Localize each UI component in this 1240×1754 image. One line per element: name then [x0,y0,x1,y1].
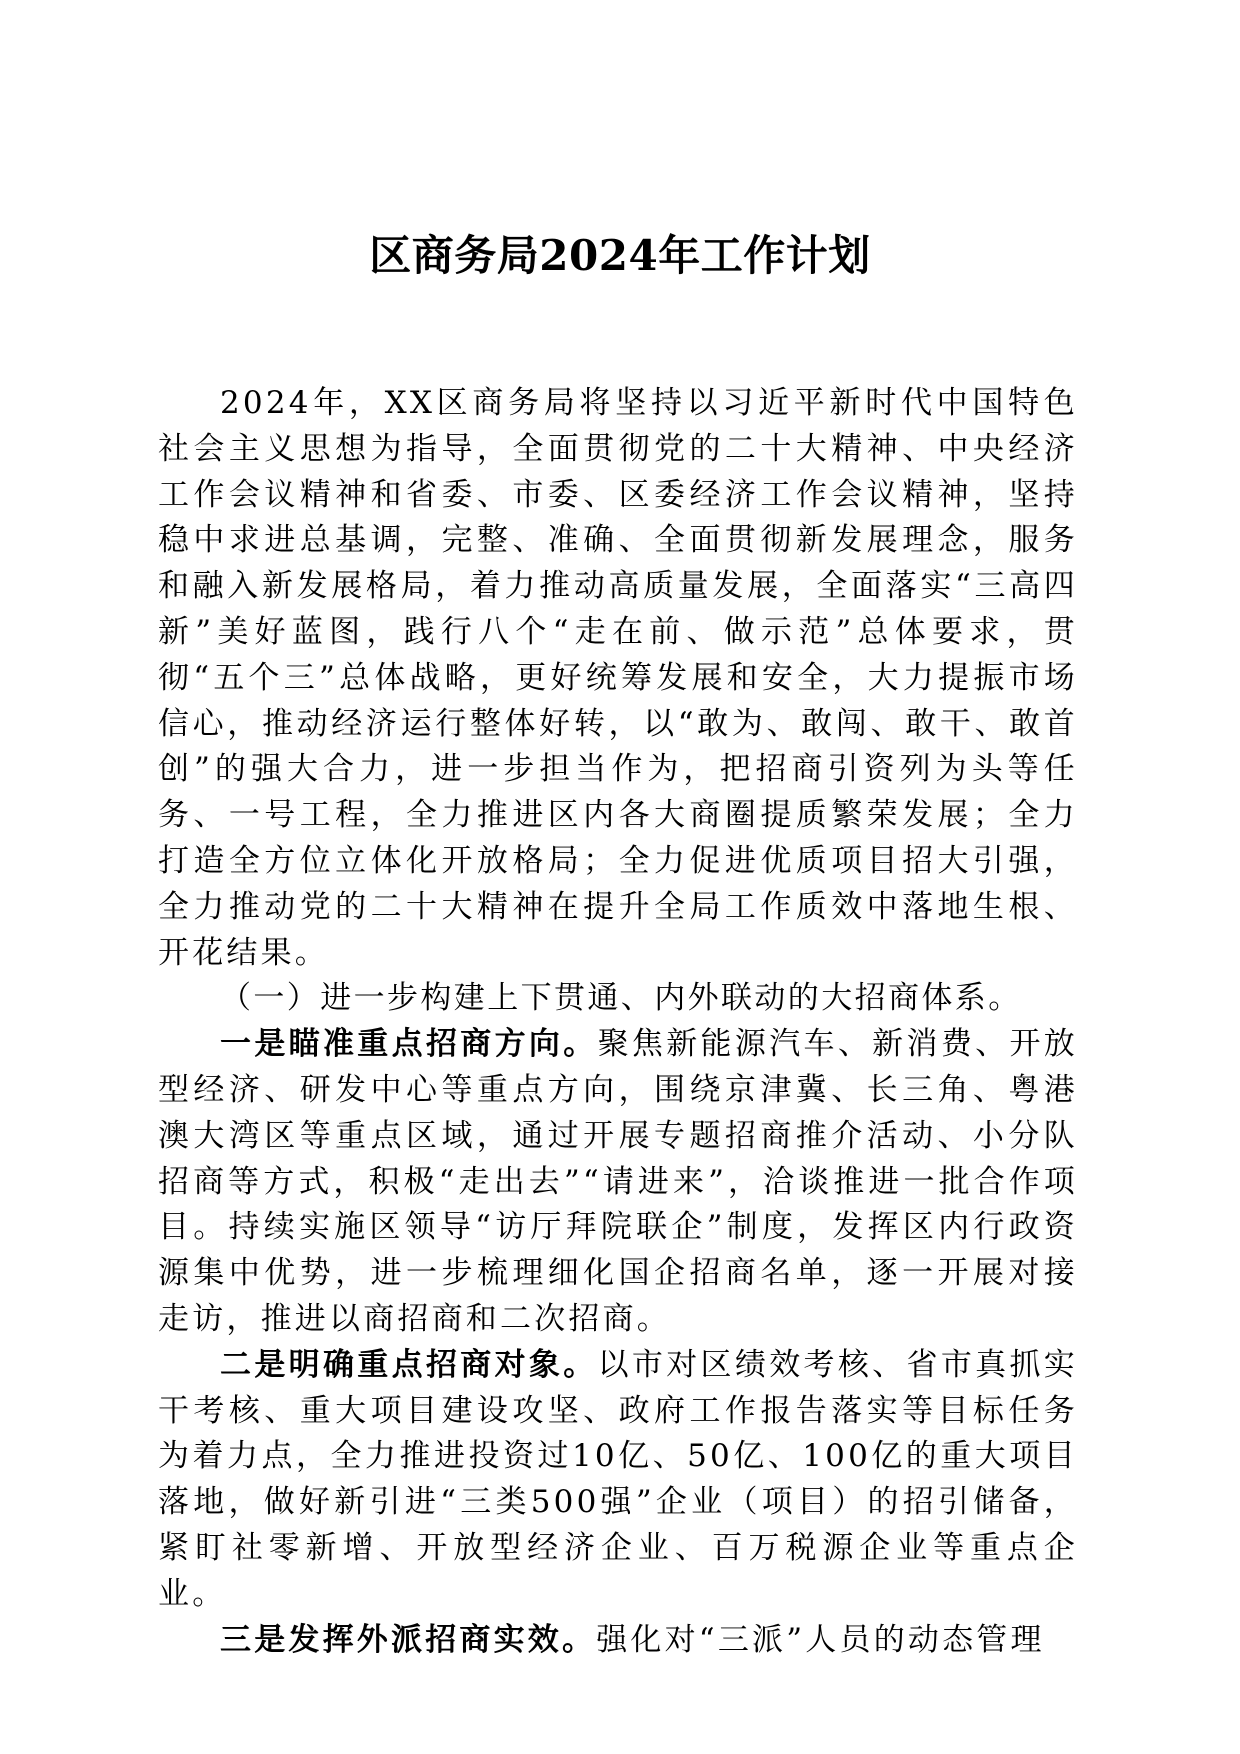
item-text-1: 聚焦新能源汽车、新消费、开放型经济、研发中心等重点方向，围绕京津冀、长三角、粤港澳大湾区等重点区域，通过开展专题招商推介活动、小分队招商等方式，积极“走出去”“请进来”，洽谈推进一批合作项目。持续实施区领导“访厅拜院联企”制度，发挥区内行政资源集中优势，进一步梳理细化国企招商名单，逐一开展对接走访，推进以商招商和二次招商。 [158,1026,1078,1337]
item-paragraph-3 [158,1618,1078,1664]
item-lead-2: 二是明确重点招商对象。 [220,1346,598,1383]
section-heading: （一）进一步构建上下贯通、内外联动的大招商体系。 [220,980,1022,1017]
item-text-2: 以市对区绩效考核、省市真抓实干考核、重大项目建设攻坚、政府工作报告落实等目标任务为着力点，全力推进投资过10亿、50亿、100亿的重大项目落地，做好新引进“三类500强”企业（项目）的招引储备，紧盯社零新增、开放型经济企业、百万税源企业等重点企业。 [158,1346,1078,1612]
document-title: 区商务局2024年工作计划 [369,231,871,280]
intro-paragraph: 2024年，XX区商务局将坚持以习近平新时代中国特色社会主义思想为指导，全面贯彻党的二十大精神、中央经济工作会议精神和省委、市委、区委经济工作会议精神，坚持稳中求进总基调，完整、准确、全面贯彻新发展理念，服务和融入新发展格局，着力推动高质量发展，全面落实“三高四新”美好蓝图，践行八个“走在前、做示范”总体要求，贯彻“五个三”总体战略，更好统筹发展和安全，大力提振市场信心，推动经济运行整体好转，以“敢为、敢闯、敢干、敢首创”的强大合力，进一步担当作为，把招商引资列为头等任务、一号工程，全力推进区内各大商圈提质繁荣发展；全力打造全方位立体化开放格局；全力促进优质项目招大引强，全力推动党的二十大精神在提升全局工作质效中落地生根、开花结果。 [158,385,1078,971]
item-text-3: 强化对“三派”人员的动态管理 [596,1621,1045,1658]
document-body [158,381,1078,1663]
item-paragraph-1 [158,1022,1078,1343]
item-lead-3: 三是发挥外派招商实效。 [220,1621,597,1658]
item-lead-1: 一是瞄准重点招商方向。 [220,1026,598,1063]
item-paragraph-2 [158,1343,1078,1618]
